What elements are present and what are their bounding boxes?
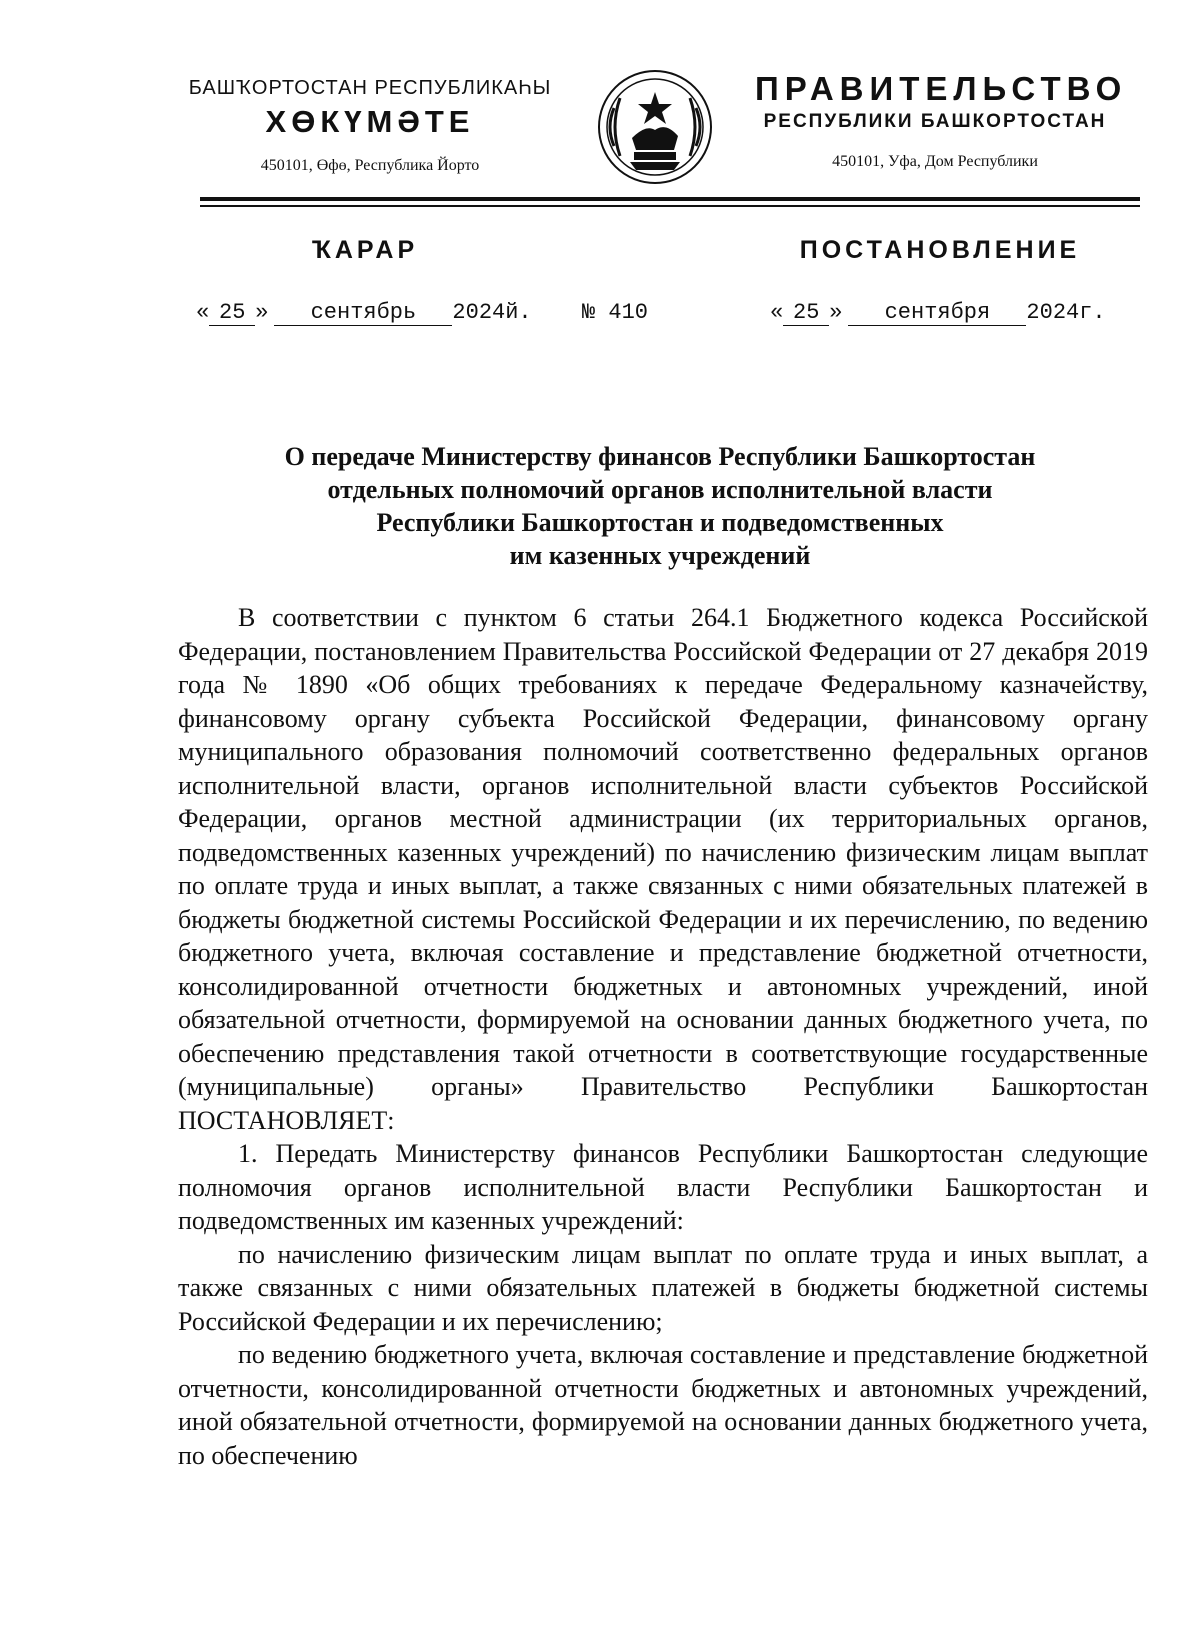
document-title bbox=[170, 440, 1150, 572]
body-paragraph-3: по начислению физическим лицам выплат по оплате труда и иных выплат, а также связанных с ними обязательных платежей в бюджеты бюджетной системы Российской Федерации и их перечислению; bbox=[178, 1239, 1148, 1336]
header-rule-thin bbox=[200, 205, 1140, 207]
date-right-day: 25 bbox=[783, 300, 829, 326]
title-line-2: отдельных полномочий органов исполнительной власти bbox=[327, 475, 993, 504]
body-paragraph-4: по ведению бюджетного учета, включая составление и представление бюджетной отчетности, консолидированной отчетности бюджетных и автономных учреждений, иной обязательной отчетности, формируемой на основании данных бюджетного учета, по обеспечению bbox=[178, 1340, 1148, 1470]
doc-number-sign: № bbox=[582, 300, 596, 325]
date-right-year: 24 bbox=[1052, 300, 1080, 325]
doc-number-value: 410 bbox=[608, 300, 649, 325]
date-left-day: 25 bbox=[209, 300, 255, 326]
date-right-year-prefix: 20 bbox=[1026, 300, 1053, 325]
header-right-line1: ПРАВИТЕЛЬСТВО bbox=[755, 70, 1128, 107]
header-left-address: 450101, Өфө, Республика Йорто bbox=[260, 157, 480, 174]
date-right-month: сентября bbox=[848, 300, 1026, 326]
date-left-quote-close: » bbox=[255, 300, 269, 325]
header-right-line2: РЕСПУБЛИКИ БАШКОРТОСТАН bbox=[763, 111, 1107, 132]
date-left-month: сентябрь bbox=[274, 300, 452, 326]
header-rule-thick bbox=[200, 197, 1140, 201]
body-paragraph-1: В соответствии с пунктом 6 статьи 264.1 Бюджетного кодекса Российской Федерации, постановлением Правительства Российской Федерации от 27 декабря 2019 года № 1890 «Об общих требованиях к передаче Федеральному казначейству, финансовому органу субъекта Российской Федерации, финансовому органу муниципального образования полномочий соответственно федеральных органов исполнительной власти, органов исполнительной власти субъектов Российской Федерации, органов местной администрации (их территориальных органов, подведомственных казенных учреждений) по начислению физическим лицам выплат по оплате труда и иных выплат, а также связанных с ними обязательных платежей в бюджеты бюджетной системы Российской Федерации и их перечислению, по ведению бюджетного учета, включая составление и представление бюджетной отчетности, консолидированной отчетности бюджетных и автономных учреждений, иной обязательной отчетности, формируемой на основании данных бюджетного учета, по обеспечению представления такой отчетности в соответствующие государственные (муниципальные) органы» Правительство Республики Башкортостан ПОСТАНОВЛЯЕТ: bbox=[178, 603, 1148, 1135]
date-left-year-prefix: 20 bbox=[452, 300, 479, 325]
document-body bbox=[178, 601, 1148, 1472]
date-right-quote-close: » bbox=[829, 300, 843, 325]
date-right-quote-open: « bbox=[770, 300, 784, 325]
date-right bbox=[770, 300, 1106, 326]
doc-type-bashkir: ҠАРАР bbox=[311, 236, 419, 264]
doc-number bbox=[582, 300, 648, 325]
date-left-quote-open: « bbox=[196, 300, 210, 325]
date-right-suffix: г. bbox=[1079, 300, 1106, 325]
doc-type-russian: ПОСТАНОВЛЕНИЕ bbox=[799, 236, 1081, 264]
title-line-4: им казенных учреждений bbox=[509, 541, 811, 570]
date-left-year: 24 bbox=[478, 300, 506, 325]
title-line-1: О передаче Министерству финансов Республики Башкортостан bbox=[284, 442, 1036, 471]
coat-of-arms-emblem-icon bbox=[596, 68, 714, 186]
header-left-line2: ХӨКҮМӘТЕ bbox=[265, 104, 475, 139]
body-paragraph-2: 1. Передать Министерству финансов Республики Башкортостан следующие полномочия органов исполнительной власти Республики Башкортостан и подведомственных им казенных учреждений: bbox=[178, 1139, 1148, 1235]
title-line-3: Республики Башкортостан и подведомственных bbox=[376, 508, 944, 537]
date-left-suffix: й. bbox=[505, 300, 532, 325]
header-left-line1: БАШҠОРТОСТАН РЕСПУБЛИКАҺЫ bbox=[188, 77, 552, 99]
header-right-address: 450101, Уфа, Дом Республики bbox=[832, 153, 1038, 170]
date-left bbox=[196, 300, 532, 326]
